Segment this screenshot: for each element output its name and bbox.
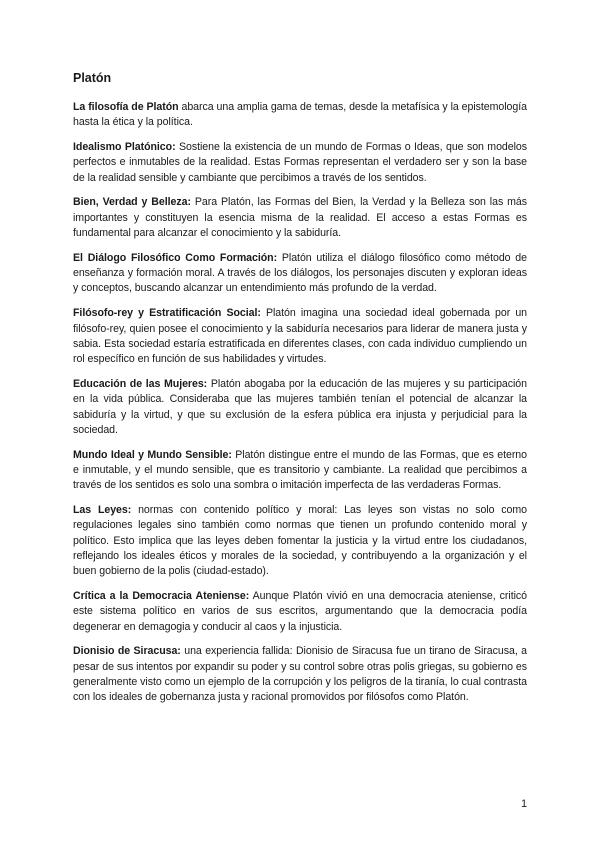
paragraph-term: Bien, Verdad y Belleza: [73,196,191,209]
paragraph-text: normas con contenido político y moral: Las leyes son vistas no solo como regulaciones legales sino también como normas que tienen un profundo contenido moral y político. Esto implica que las leyes deben fomentar la justicia y la virtud entre los ciudadanos, reflejando los ideales éticos y morales de la sociedad, y contribuyendo a la organización y el buen gobierno de la polis (ciudad-estado). [73,504,528,578]
paragraph-text: Platón distingue entre el mundo de las Formas, que es eterno e inmutable, y el mundo sensible, que es transitorio y cambiante. La realidad que percibimos a través de los sentidos es solo una sombra o imitación imperfecta de las verdaderas Formas. [73,448,527,492]
paragraph-text: una experiencia fallida: Dionisio de Siracusa fue un tirano de Siracusa, a pesar de sus intentos por expandir su poder y su control sobre otras polis griegas, su gobierno es generalmente visto como un ejemplo de la corrupción y los peligros de la tiranía, lo cual contrasta con los ideales de gobernanza justa y racional promovidos por filósofos como Platón. [73,645,528,704]
paragraph-idealismo [73,140,527,186]
paragraph-filosofia [73,100,527,131]
paragraph-text: Para Platón, las Formas del Bien, la Verdad y la Belleza son las más importantes y constituyen la esencia misma de la realidad. El acceso a estas Formas es fundamental para alcanzar el conocimiento y la sabiduría. [73,196,527,240]
paragraph-text: abarca una amplia gama de temas, desde la metafísica y la epistemología hasta la ética y la política. [73,101,527,129]
paragraph-filosofo-rey [73,306,527,367]
paragraph-term: La filosofía de Platón [73,101,179,113]
paragraph-leyes [73,503,527,579]
paragraph-term: Filósofo-rey y Estratificación Social: [73,307,261,320]
paragraph-term: Educación de las Mujeres: [73,377,208,390]
paragraph-educacion-mujeres [73,377,527,438]
paragraph-term: Las Leyes: [73,504,132,517]
paragraph-text: Platón abogaba por la educación de las mujeres y su participación en la vida pública. Consideraba que las mujeres también tenían el potencial de alcanzar la sabiduría y la virtud, y que su exclusión de la esfera pública era injusta y perjudicial para la sociedad. [73,377,527,436]
paragraph-dialogo [73,251,527,297]
paragraph-text: Platón utiliza el diálogo filosófico como método de enseñanza y formación moral. A través de los diálogos, los personajes discuten y exploran ideas y conceptos, buscando alcanzar un entendimiento más profundo de la verdad. [73,251,527,295]
paragraph-text: Aunque Platón vivió en una democracia ateniense, criticó este sistema político en varios de sus escritos, argumentando que la democracia podía degenerar en demagogia y conducir al caos y la injusticia. [73,590,527,633]
paragraph-term: Idealismo Platónico: [73,141,176,154]
document-body [73,70,527,715]
paragraph-dionisio [73,644,527,705]
paragraph-term: Dionisio de Siracusa: [73,645,181,658]
document-title: Platón [73,71,112,85]
paragraph-mundo-ideal [73,448,527,494]
paragraph-bien-verdad-belleza [73,195,527,241]
paragraph-term: El Diálogo Filosófico Como Formación: [73,251,278,264]
paragraph-term: Crítica a la Democracia Ateniense: [73,590,250,603]
page-number: 1 [521,798,527,810]
paragraph-text: Sostiene la existencia de un mundo de Formas o Ideas, que son modelos perfectos e inmutables de la realidad. Estas Formas representan el verdadero ser y son la base de la realidad sensible y cambiante que percibimos a través de los sentidos. [73,141,527,184]
paragraph-critica-democracia [73,589,527,635]
paragraph-text: Platón imagina una sociedad ideal gobernada por un filósofo-rey, quien posee el conocimiento y la sabiduría necesarios para liderar de manera justa y sabia. Esta sociedad estaría estratificada en diferentes clases, con cada individuo cumpliendo un rol específico en función de sus habilidades y virtudes. [73,307,527,366]
paragraph-term: Mundo Ideal y Mundo Sensible: [73,448,232,461]
